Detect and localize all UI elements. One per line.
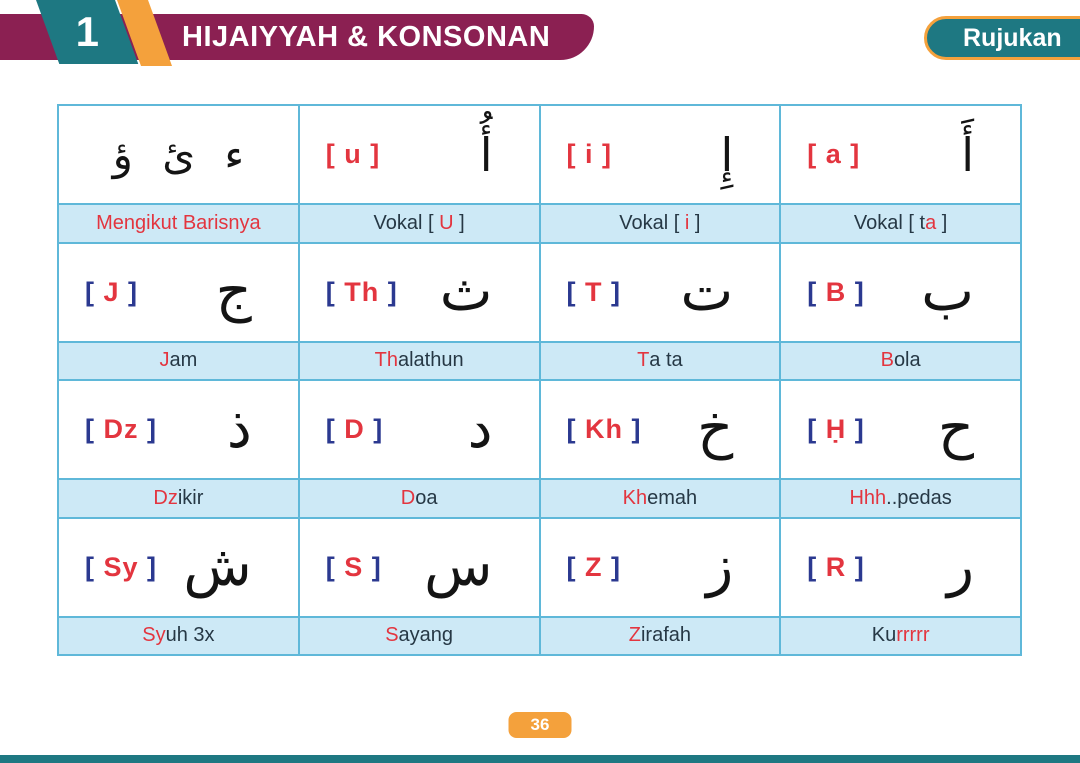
arabic-letter: ز — [706, 533, 734, 599]
phonetic-label: [ a ] — [807, 139, 861, 170]
word-label-cell: Th alathun — [300, 343, 539, 379]
arabic-letter: أَ — [961, 127, 974, 182]
letter-cell-tsa — [300, 244, 539, 341]
phonetic-label: [ Dz ] — [85, 414, 157, 445]
phonetic-label: [ Sy ] — [85, 551, 158, 582]
phonetic-label: [ Kh ] — [566, 414, 642, 445]
word-label-cell: Mengikut Barisnya — [59, 205, 298, 241]
word-label-cell: D oa — [300, 480, 539, 516]
letter-cell-hamzah — [59, 106, 298, 203]
phonetic-label: [ J ] — [85, 276, 139, 307]
arabic-letter: د — [467, 396, 493, 462]
chapter-number: 1 — [75, 8, 99, 55]
word-label-cell: Vokal [ i ] — [541, 205, 780, 241]
phonetic-label: [ Z ] — [566, 551, 621, 582]
word-label-cell: Ku rrrrr — [781, 618, 1020, 654]
letter-cell-jim — [59, 244, 298, 341]
letter-cell-a — [781, 106, 1020, 203]
word-label-cell: J am — [59, 343, 298, 379]
phonetic-label: [ Ḥ ] — [807, 414, 865, 445]
word-label-cell: B ola — [781, 343, 1020, 379]
hijaiyyah-table — [57, 104, 1022, 656]
word-label-cell: Hhh ..pedas — [781, 480, 1020, 516]
phonetic-label: [ D ] — [325, 414, 384, 445]
word-label-cell: T a ta — [541, 343, 780, 379]
letter-cell-dzal — [59, 381, 298, 478]
letter-cell-ra — [781, 519, 1020, 616]
phonetic-label: [ T ] — [566, 276, 621, 307]
letter-cell-kha — [541, 381, 780, 478]
letter-cell-i — [541, 106, 780, 203]
phonetic-label: [ B ] — [807, 276, 865, 307]
letter-cell-ta — [541, 244, 780, 341]
word-label-cell: S ayang — [300, 618, 539, 654]
letter-cell-syin — [59, 519, 298, 616]
arabic-letter: إِ — [720, 127, 734, 182]
phonetic-label: [ S ] — [325, 551, 382, 582]
arabic-letter: ب — [921, 258, 974, 324]
arabic-letter: ح — [937, 396, 974, 462]
arabic-letter: س — [424, 533, 493, 599]
reference-button-label: Rujukan — [963, 23, 1062, 52]
phonetic-label: [ Th ] — [325, 276, 398, 307]
letter-cell-ba — [781, 244, 1020, 341]
reference-button[interactable] — [924, 16, 1080, 60]
page-title: HIJAIYYAH & KONSONAN — [182, 20, 551, 53]
arabic-letter: خ — [697, 396, 734, 462]
letter-cell-u — [300, 106, 539, 203]
word-label-cell: Vokal [ t a ] — [781, 205, 1020, 241]
arabic-letter: ذ — [226, 396, 252, 462]
word-label-cell: Kh emah — [541, 480, 780, 516]
letter-cell-zai — [541, 519, 780, 616]
arabic-letter: ت — [680, 258, 734, 324]
arabic-letter: ء ئ ؤ — [112, 129, 245, 179]
phonetic-label: [ R ] — [807, 551, 865, 582]
phonetic-label: [ i ] — [566, 139, 612, 170]
arabic-letter: ش — [183, 533, 252, 599]
word-label-cell: Dz ikir — [59, 480, 298, 516]
page-number-badge — [509, 712, 572, 738]
arabic-letter: ر — [946, 533, 974, 599]
bottom-accent-bar — [0, 755, 1080, 763]
letter-cell-dal — [300, 381, 539, 478]
word-label-cell: Vokal [ U ] — [300, 205, 539, 241]
phonetic-label: [ u ] — [325, 139, 381, 170]
letter-cell-ha — [781, 381, 1020, 478]
page-number: 36 — [530, 715, 550, 734]
word-label-cell: Sy uh 3x — [59, 618, 298, 654]
letter-cell-sin — [300, 519, 539, 616]
arabic-letter: ج — [215, 258, 252, 324]
word-label-cell: Z irafah — [541, 618, 780, 654]
arabic-letter: ث — [439, 258, 493, 324]
arabic-letter: أُ — [479, 127, 493, 182]
